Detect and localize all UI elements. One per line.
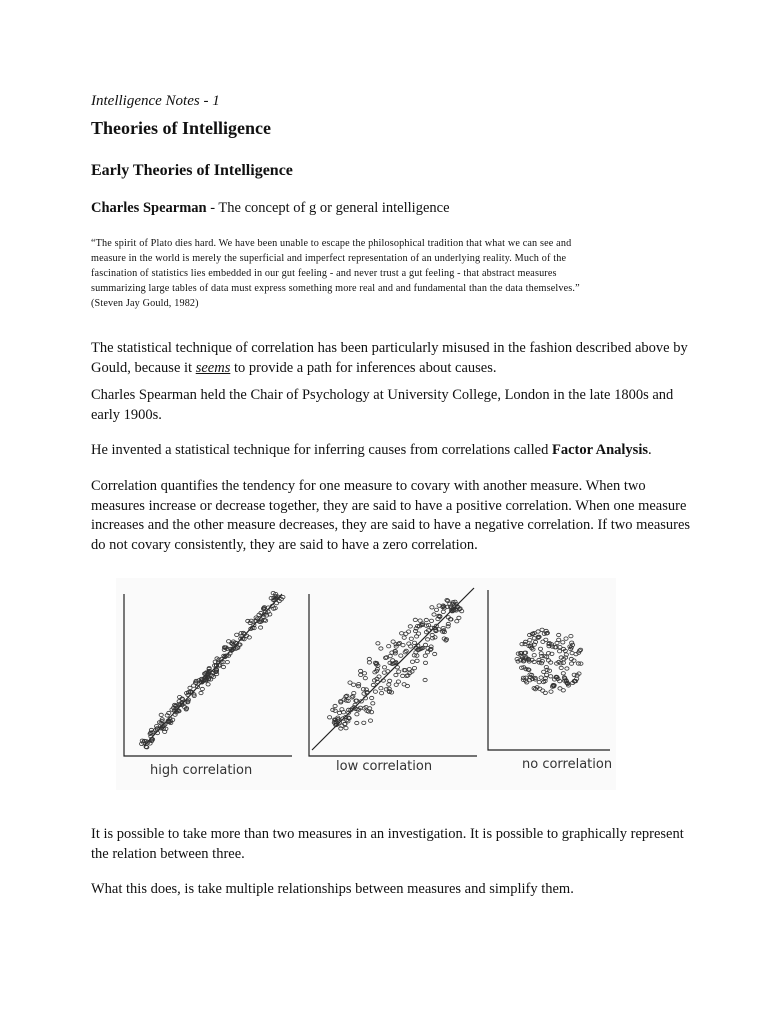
quote-line: “The spirit of Plato dies hard. We have been unable to escape the philosophical tradition that what we can see and [91,238,572,249]
scatter-point-high [199,691,203,694]
scatter-point-high [225,660,229,663]
scatter-point-low [337,711,341,714]
scatter-point-low [367,657,371,660]
spearman-name: Charles Spearman [91,200,207,216]
scatter-point-low [402,636,406,639]
scatter-point-low [399,654,403,657]
scatter-point-low [397,670,401,673]
scatter-point-low [361,688,365,691]
scatter-point-low [380,691,384,694]
scatter-point-low [433,652,437,655]
paragraph-factor-analysis [91,441,691,461]
scatter-point-none [570,651,574,654]
scatter-point-none [561,689,565,692]
scatter-point-low [382,666,386,669]
spearman-desc: - The concept of g or general intelligence [206,200,450,216]
scatter-point-high [221,665,225,668]
scatter-point-low [373,690,377,693]
scatter-point-none [565,667,569,670]
scatter-point-high [259,626,263,629]
scatter-point-low [350,696,354,699]
scatter-point-none [561,672,565,675]
scatter-point-low [423,654,427,657]
scatter-point-none [569,662,573,665]
scatter-point-low [371,702,375,705]
quote-line: fascination of statistics lies embedded in our gut feeling - and never trust a gut feeling - that abstract measures [91,268,557,279]
scatter-point-low [328,716,332,719]
emphasis-seems: seems [195,359,231,376]
scatter-point-high [271,591,275,594]
scatter-point-low [394,645,398,648]
scatter-point-low [441,610,445,613]
scatter-point-none [532,654,536,657]
spearman-heading [91,200,450,217]
factor-analysis-term: Factor Analysis [552,442,648,458]
scatter-point-low [379,647,383,650]
scatter-point-high [227,640,231,643]
scatter-point-none [561,641,565,644]
scatter-point-high [159,713,163,716]
scatter-point-low [359,669,363,672]
paragraph-correlation-misuse [91,339,691,378]
scatter-point-low [423,678,427,681]
scatter-point-low [413,618,417,621]
scatter-point-none [549,690,553,693]
scatter-point-low [430,606,434,609]
scatter-point-none [541,640,545,643]
paragraph-multiple-measures: It is possible to take more than two measures in an investigation. It is possible to graphically represent the relation between three. [91,826,684,862]
scatter-point-low [387,645,391,648]
scatter-point-high [200,687,204,690]
page-title: Theories of Intelligence [91,118,271,138]
scatter-point-low [391,640,395,643]
scatter-point-none [559,666,563,669]
text-span: He invented a statistical technique for inferring causes from correlations called [91,442,552,458]
scatter-point-low [400,632,404,635]
scatter-point-low [368,719,372,722]
scatter-point-low [376,642,380,645]
scatter-point-low [379,687,383,690]
scatter-point-high [206,683,210,686]
scatter-point-high [269,596,273,599]
scatter-point-low [415,654,419,657]
scatter-point-low [359,673,363,676]
scatter-point-low [424,618,428,621]
scatter-point-low [362,721,366,724]
axes [124,590,610,756]
scatter-point-low [396,680,400,683]
scatter-point-low [402,683,406,686]
scatter-point-low [371,683,375,686]
scatter-point-low [395,666,399,669]
scatter-point-none [536,630,540,633]
scatter-point-low [457,616,461,619]
scatter-point-none [539,676,543,679]
scatter-point-low [425,651,429,654]
quote-line: measure in the world is merely the superficial and imperfect representation of an underlying reality. Much of the [91,253,567,264]
scatter-point-low [404,632,408,635]
scatter-point-none [558,650,562,653]
scatter-point-low [409,637,413,640]
scatter-point-none [570,641,574,644]
section-heading: Early Theories of Intelligence [91,162,293,179]
scatter-point-low [409,645,413,648]
scatter-point-low [432,613,436,616]
text-span: The statistical technique of correlation has been particularly misused in the fashion described above by Gould, because it [91,340,688,376]
scatter-point-none [541,689,545,692]
scatter-point-low [412,666,416,669]
scatter-point-low [423,661,427,664]
scatter-point-low [455,620,459,623]
scatter-point-low [352,683,356,686]
scatter-point-low [355,713,359,716]
scatter-point-low [363,676,367,679]
scatter-point-low [401,674,405,677]
scatter-point-low [355,721,359,724]
correlation-figure [116,578,616,790]
scatter-point-low [370,696,374,699]
paragraph-spearman-chair: Charles Spearman held the Chair of Psychology at University College, London in the late 1800s and early 1900s. [91,387,674,423]
scatter-point-low [367,661,371,664]
quote-line: summarizing large tables of data must express something more real and and fundamental than the data themselves.” [91,283,580,294]
label-no-correlation: no correlation [522,757,613,772]
scatter-point-low [437,604,441,607]
scatter-point-low [446,622,450,625]
quote-citation: (Steven Jay Gould, 1982) [91,298,199,309]
paragraph-correlation-definition: Correlation quantifies the tendency for one measure to covary with another measure. When two measures increase or decrease together, they are said to have a positive correlation. When one measure increases and the other measure decreases, they are said to have a negative correlation. If two measures do not covary consistently, they are said to have a zero correlation. [91,478,691,553]
scatter-point-none [557,633,561,636]
scatter-point-low [415,659,419,662]
scatter-plots [116,578,616,790]
scatter-point-high [188,686,192,689]
scatter-point-none [543,691,547,694]
scatter-point-low [410,660,414,663]
scatter-point-low [394,673,398,676]
scatter-point-none [564,637,568,640]
scatter-point-none [579,662,583,665]
scatter-point-none [569,634,573,637]
scatter-point-none [557,638,561,641]
label-high-correlation: high correlation [150,763,253,778]
scatter-point-none [540,628,544,631]
scatter-point-low [407,630,411,633]
scatter-point-none [523,642,527,645]
scatter-points [140,591,584,749]
notes-subtitle: Intelligence Notes - 1 [91,93,220,109]
gould-quote [91,236,681,311]
scatter-point-none [538,647,542,650]
scatter-point-none [537,680,541,683]
text-span: . [648,442,652,458]
scatter-point-none [544,638,548,641]
scatter-point-low [387,683,391,686]
scatter-point-low [441,626,445,629]
scatter-point-low [344,726,348,729]
scatter-point-low [408,625,412,628]
scatter-point-none [549,675,553,678]
paragraph-simplify: What this does, is take multiple relationships between measures and simplify them. [91,881,574,897]
scatter-point-low [333,704,337,707]
scatter-point-none [528,638,532,641]
scatter-point-high [235,633,239,636]
scatter-point-low [434,608,438,611]
scatter-point-none [561,661,565,664]
scatter-point-low [340,708,344,711]
scatter-point-low [426,638,430,641]
label-low-correlation: low correlation [336,759,433,774]
text-span: to provide a path for inferences about causes. [230,359,497,376]
scatter-point-low [429,619,433,622]
scatter-point-low [388,679,392,682]
scatter-point-low [417,632,421,635]
